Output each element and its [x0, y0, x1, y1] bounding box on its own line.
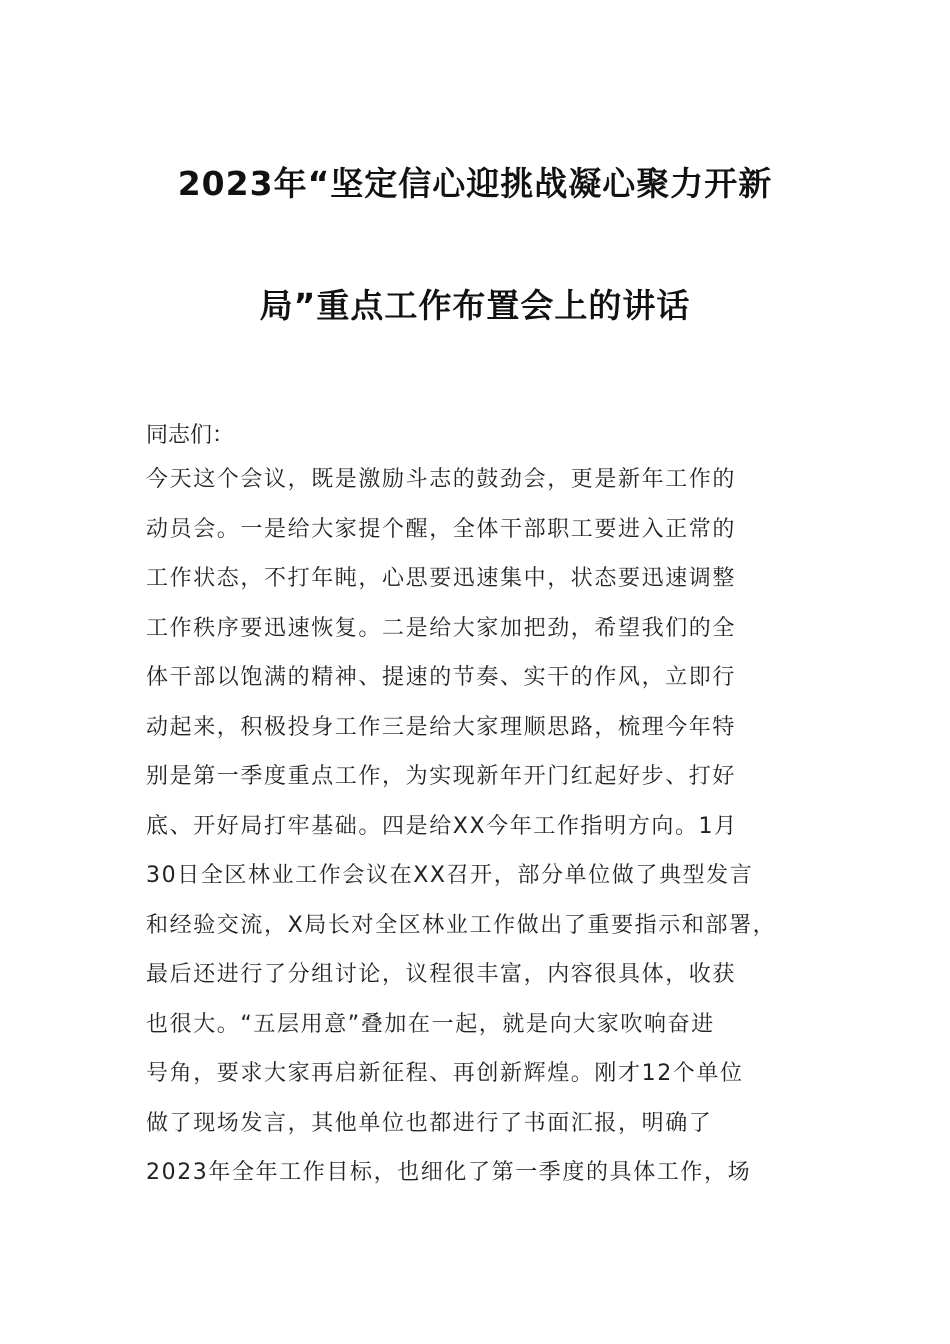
body-line: 体干部以饱满的精神、提速的节奏、实干的作风，立即行	[146, 665, 737, 690]
document-title-line-2: 局”重点工作布置会上的讲话	[259, 286, 691, 325]
body-line: 号角，要求大家再启新征程、再创新辉煌。刚才12个单位	[146, 1061, 744, 1086]
body-line: 动起来，积极投身工作三是给大家理顺思路，梳理今年特	[146, 714, 737, 740]
body-line: 30日全区林业工作会议在XX召开，部分单位做了典型发言	[146, 863, 754, 888]
body-line: 工作秩序要迅速恢复。二是给大家加把劲，希望我们的全	[146, 615, 737, 641]
body-line: 做了现场发言，其他单位也都进行了书面汇报，明确了	[146, 1110, 713, 1136]
body-line: 和经验交流，X局长对全区林业工作做出了重要指示和部署，	[146, 912, 777, 938]
body-line: 最后还进行了分组讨论，议程很丰富，内容很具体，收获	[146, 962, 737, 987]
body-line: 2023年全年工作目标，也细化了第一季度的具体工作，场	[146, 1160, 752, 1185]
body-line: 也很大。“五层用意”叠加在一起，就是向大家吹响奋进	[146, 1011, 715, 1037]
body-line: 底、开好局打牢基础。四是给XX今年工作指明方向。1月	[146, 813, 738, 839]
body-line: 今天这个会议，既是激励斗志的鼓劲会，更是新年工作的	[146, 467, 737, 492]
body-line: 动员会。一是给大家提个醒，全体干部职工要进入正常的	[146, 516, 737, 542]
body-line: 工作状态，不打年盹，心思要迅速集中，状态要迅速调整	[146, 566, 737, 591]
document-title-line-1: 2023年“坚定信心迎挑战凝心聚力开新	[177, 164, 773, 203]
salutation: 同志们：	[146, 423, 235, 448]
body-text	[146, 462, 826, 1205]
body-line: 别是第一季度重点工作，为实现新年开门红起好步、打好	[146, 764, 737, 789]
